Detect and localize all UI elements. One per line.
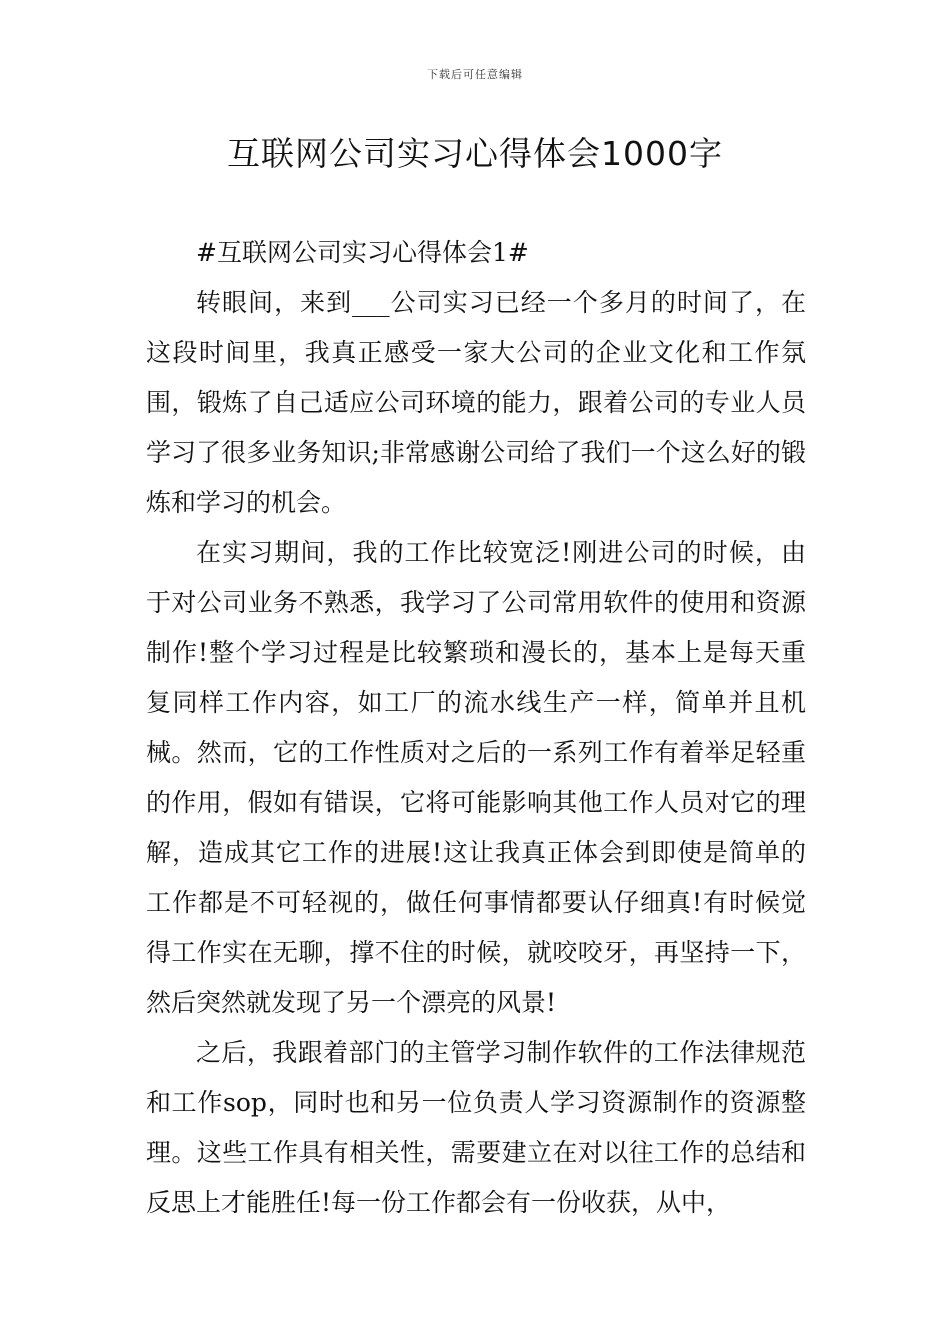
document-body	[146, 228, 806, 1228]
document-title: 互联网公司实习心得体会1000字	[227, 134, 723, 173]
paragraph-2: 在实习期间，我的工作比较宽泛!刚进公司的时候，由于对公司业务不熟悉，我学习了公司常用软件的使用和资源制作!整个学习过程是比较繁琐和漫长的，基本上是每天重复同样工作内容，如工厂的流水线生产一样，简单并且机械。然而，它的工作性质对之后的一系列工作有着举足轻重的作用，假如有错误，它将可能影响其他工作人员对它的理解，造成其它工作的进展!这让我真正体会到即使是简单的工作都是不可轻视的，做任何事情都要认仔细真!有时候觉得工作实在无聊，撑不住的时候，就咬咬牙，再坚持一下，然后突然就发现了另一个漂亮的风景!	[146, 538, 806, 1017]
section-heading: #互联网公司实习心得体会1#	[196, 238, 529, 267]
paragraph-3: 之后，我跟着部门的主管学习制作软件的工作法律规范和工作sop，同时也和另一位负责人学习资源制作的资源整理。这些工作具有相关性，需要建立在对以往工作的总结和反思上才能胜任!每一份工作都会有一份收获，从中，	[146, 1038, 806, 1217]
header-note: 下载后可任意编辑	[427, 68, 523, 81]
paragraph-1: 转眼间，来到___公司实习已经一个多月的时间了，在这段时间里，我真正感受一家大公司的企业文化和工作氛围，锻炼了自己适应公司环境的能力，跟着公司的专业人员学习了很多业务知识;非常感谢公司给了我们一个这么好的锻炼和学习的机会。	[146, 288, 806, 517]
